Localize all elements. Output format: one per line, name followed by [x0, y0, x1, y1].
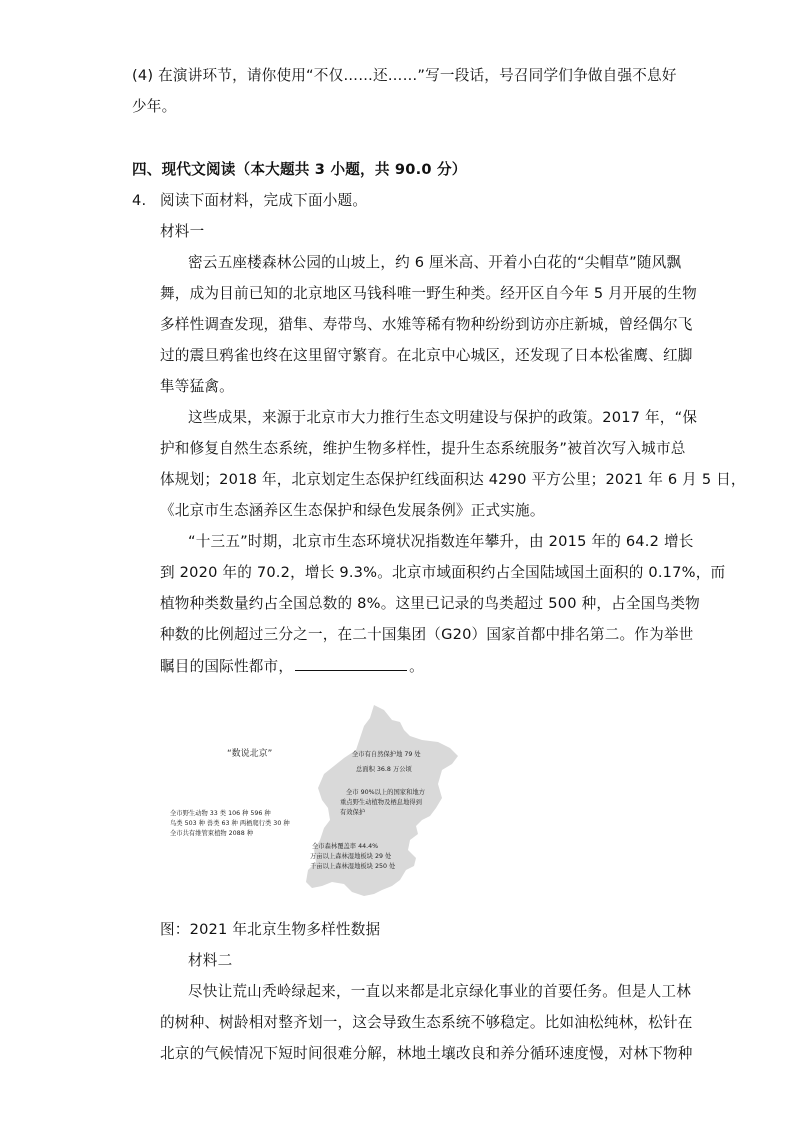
material1-para3-end: 。	[409, 658, 424, 675]
answer-blank[interactable]	[295, 656, 407, 671]
map-label-mid-3: 有效保护	[340, 809, 366, 816]
material1-para1-line: 密云五座楼森林公园的山坡上，约 6 厘米高、开着小白花的“尖帽草”随风飘	[188, 254, 682, 271]
map-label-mid-2: 重点野生动植物及栖息地得到	[340, 799, 422, 806]
material1-para1-line: 隼等猛禽。	[160, 378, 234, 395]
material2-para1-line: 尽快让荒山秃岭绿起来，一直以来都是北京绿化事业的首要任务。但是人工林	[188, 983, 691, 1000]
map-label-left-2: 鸟类 503 种 兽类 63 种 两栖爬行类 30 种	[170, 820, 290, 827]
material1-para3-line: “十三五”时期，北京市生态环境状况指数连年攀升，由 2015 年的 64.2 增长	[188, 533, 694, 550]
material1-para2-line: 《北京市生态涵养区生态保护和绿色发展条例》正式实施。	[160, 502, 545, 519]
beijing-map-figure	[160, 700, 470, 905]
material1-para1-line: 多样性调查发现，猎隼、寿带鸟、水雉等稀有物种纷纷到访亦庄新城，曾经偶尔飞	[160, 316, 693, 333]
question-number: 4.	[132, 192, 147, 209]
material1-para3-last-line	[160, 656, 690, 677]
figure-caption: 图：2021 年北京生物多样性数据	[160, 921, 381, 938]
material1-para3-line: 到 2020 年的 70.2，增长 9.3%。北京市域面积约占全国陆域国土面积的 0.17%，而	[160, 564, 726, 581]
material1-para3-last-text: 瞩目的国际性都市，	[160, 658, 294, 675]
map-title: “数说北京”	[227, 749, 273, 759]
map-label-top-1: 全市有自然保护地 79 处	[352, 751, 421, 758]
material1-para2-line: 护和修复自然生态系统，维护生物多样性，提升生态系统服务”被首次写入城市总	[160, 440, 686, 457]
map-label-bottom-3: 千亩以上森林湿地板块 250 处	[310, 863, 396, 870]
material1-para3-line: 种数的比例超过三分之一，在二十国集团（G20）国家首都中排名第二。作为举世	[160, 626, 694, 643]
section-title: 四、现代文阅读（本大题共 3 小题，共 90.0 分）	[132, 161, 467, 178]
map-label-bottom-1: 全市森林覆盖率 44.4%	[312, 843, 379, 850]
material1-para1-line: 舞，成为目前已知的北京地区马钱科唯一野生种类。经开区自今年 5 月开展的生物	[160, 285, 697, 302]
question-prompt: 阅读下面材料，完成下面小题。	[160, 192, 368, 209]
material2-heading: 材料二	[188, 952, 233, 969]
material1-para2-line: 这些成果，来源于北京市大力推行生态文明建设与保护的政策。2017 年，“保	[188, 409, 698, 426]
map-label-top-2: 总面积 36.8 万公顷	[356, 766, 412, 773]
material2-para1-line: 北京的气候情况下短时间很难分解，林地土壤改良和养分循环速度慢，对林下物种	[160, 1045, 693, 1062]
map-label-bottom-2: 万亩以上森林湿地板块 29 处	[310, 853, 392, 860]
q4-part-line-1: (4) 在演讲环节，请你使用“不仅……还……”写一段话，号召同学们争做自强不息好	[132, 67, 677, 84]
material1-para1-line: 过的震旦鸦雀也终在这里留守繁育。在北京中心城区，还发现了日本松雀鹰、红脚	[160, 347, 693, 364]
map-label-mid-1: 全市 90%以上的国家和地方	[346, 789, 425, 796]
material1-heading: 材料一	[160, 223, 205, 240]
q4-part-line-2: 少年。	[132, 98, 177, 115]
map-label-left-1: 全市野生动物 33 类 106 种 596 种	[170, 810, 271, 817]
map-label-left-3: 全市共有维管束植物 2088 种	[170, 830, 253, 837]
material2-para1-line: 的树种、树龄相对整齐划一，这会导致生态系统不够稳定。比如油松纯林，松针在	[160, 1014, 693, 1031]
material1-para3-line: 植物种类数量约占全国总数的 8%。这里已记录的鸟类超过 500 种，占全国鸟类物	[160, 595, 700, 612]
material1-para2-line: 体规划；2018 年，北京划定生态保护红线面积达 4290 平方公里；2021 年 6 月 5 日，	[160, 471, 746, 488]
